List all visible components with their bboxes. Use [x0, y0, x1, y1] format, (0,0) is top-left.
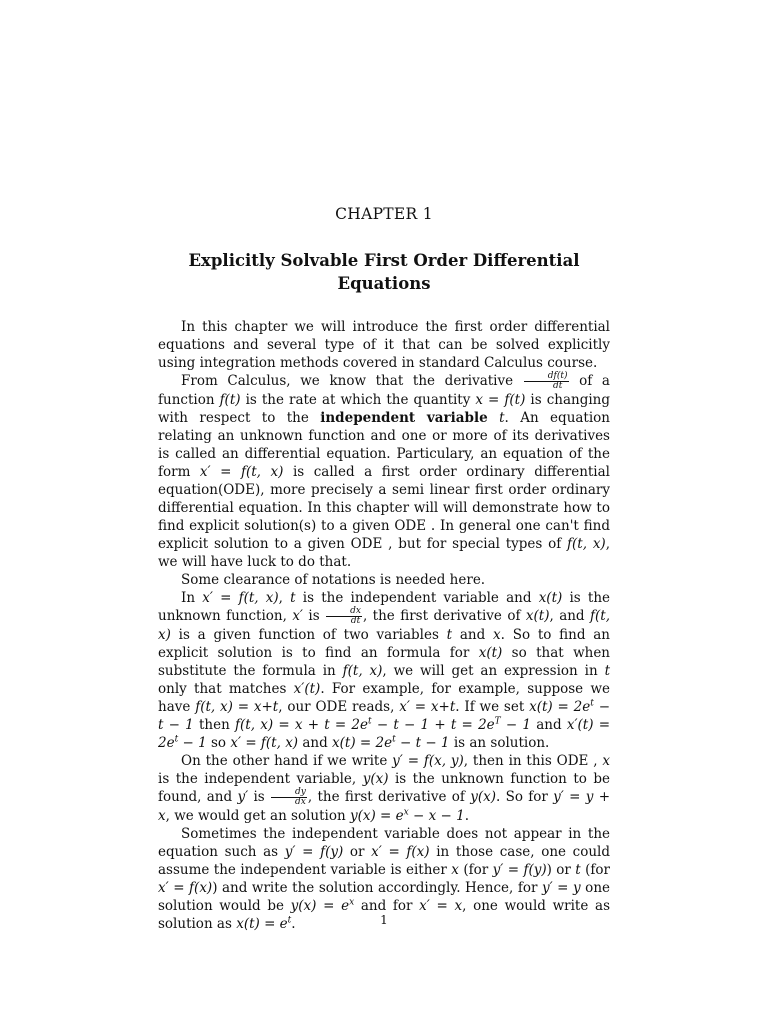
- text-run: in those case, one could assume the independent variable is either: [158, 844, 610, 878]
- text-run: In: [181, 590, 203, 606]
- math-inline: f(t): [219, 392, 241, 408]
- text-run: or: [343, 844, 372, 860]
- text-run: is a given function of two variables: [170, 627, 447, 643]
- text-run: ,: [278, 590, 291, 606]
- math-inline: y′ = y + x: [158, 789, 610, 824]
- math-inline: x′(t): [293, 681, 321, 697]
- math-inline: x: [602, 753, 610, 769]
- text-run: , the first derivative of: [307, 789, 471, 805]
- text-run: only that matches: [158, 681, 294, 697]
- text-run: is the independent variable and: [295, 590, 539, 606]
- fraction-numerator: dy: [271, 788, 307, 798]
- paragraph-example-xt: [158, 589, 610, 752]
- text-run: . An equation relating an unknown function and one or more of its derivatives is called an differential equation. Particulary, an equation of the form: [158, 410, 610, 480]
- math-inline: x′ = f(t, x): [202, 590, 279, 606]
- math-inline: y(x): [362, 771, 389, 787]
- math-inline: t: [604, 663, 610, 679]
- text-run: , our ODE reads,: [278, 699, 400, 715]
- math-inline: y′ = f(x, y): [392, 753, 464, 769]
- math-inline: f(t, x) = x+t: [195, 699, 279, 715]
- text-run: is the unknown function,: [158, 590, 611, 624]
- paragraph-derivative: [158, 372, 610, 571]
- text-run: so that when substitute the formula in: [158, 645, 611, 679]
- math-inline: [235, 717, 531, 733]
- text-run: is the rate at which the quantity: [240, 392, 476, 408]
- math-inline: [332, 735, 449, 751]
- text-run: Sometimes the independent variable does not appear in the equation such as: [158, 826, 610, 860]
- math-exponent: t: [368, 716, 372, 727]
- text-run: .: [291, 916, 296, 932]
- text-run: and for: [354, 898, 420, 914]
- math-inline: t: [446, 627, 453, 643]
- text-run: (for: [458, 862, 493, 878]
- math-part: x(t) = e: [236, 916, 288, 932]
- text-run: , the first derivative of: [362, 608, 526, 624]
- math-inline: f(t, x): [342, 663, 383, 679]
- math-inline: x = f(t): [475, 392, 526, 408]
- math-exponent: x: [403, 807, 409, 818]
- text-run: of a function: [158, 373, 610, 408]
- text-run: ) or: [546, 862, 576, 878]
- text-run: , we would get an solution: [165, 808, 350, 824]
- paragraph-intro: In this chapter we will introduce the first order differential equations and several type of it that can be solved explicitly using integration methods covered in standard Calculus course.: [158, 319, 610, 371]
- text-run: .: [464, 808, 470, 824]
- math-inline: y′: [237, 789, 249, 805]
- math-exponent: t: [174, 734, 179, 745]
- text-run: . If we set: [455, 699, 530, 715]
- text-run: is an solution.: [449, 735, 550, 751]
- text-run: . For example, for example, suppose we have: [158, 681, 610, 715]
- text-run: . So for: [495, 789, 554, 805]
- text-run: is the independent variable,: [158, 771, 363, 787]
- fraction-dx-dt: [326, 607, 362, 626]
- math-part: − 1: [500, 717, 532, 733]
- text-run: , we will have luck to do that.: [158, 536, 610, 570]
- fraction-numerator: dx: [326, 607, 362, 617]
- fraction-numerator: df(t): [524, 372, 569, 382]
- paragraph-notation: Some clearance of notations is needed here.: [181, 572, 486, 588]
- math-inline: x′ = f(t, x): [199, 464, 284, 480]
- math-part: − t − 1: [158, 699, 611, 733]
- math-part: f(t, x) = x + t = 2e: [235, 717, 368, 733]
- math-inline: f(t, x): [567, 536, 606, 552]
- math-inline: [350, 808, 465, 824]
- math-inline: x′ = f(x): [158, 880, 213, 896]
- math-inline: y(x): [470, 789, 496, 805]
- fraction-denominator: dt: [552, 381, 563, 391]
- text-run: , we will get an expression in: [382, 663, 605, 679]
- math-inline: f(t, x): [158, 608, 610, 643]
- math-exponent: T: [494, 716, 501, 727]
- chapter-label: CHAPTER 1: [335, 205, 433, 223]
- text-run: is called a first order ordinary differential equation(ODE), more precisely a semi linear first order ordinary differential equation. In this chapter will will demonstrate how to find explicit solution(s) to a given ODE . In general one can't find explicit solution to a given ODE , but for special types of: [158, 464, 610, 552]
- text-run: (for: [580, 862, 610, 878]
- text-run: then: [193, 717, 236, 733]
- text-run: On the other hand if we write: [181, 753, 393, 769]
- text-run: . So to find an explicit solution is to find an formula for: [158, 627, 611, 661]
- text-run: and: [298, 735, 333, 751]
- text-run: is: [248, 789, 271, 805]
- math-inline: x′ = x: [419, 898, 463, 914]
- math-inline: x′ = f(x): [371, 844, 430, 860]
- paragraph-example-yx: [158, 752, 610, 825]
- math-exponent: x: [349, 897, 355, 908]
- fraction-denominator: dx: [295, 797, 306, 807]
- math-inline: t: [290, 590, 296, 606]
- math-exponent: t: [287, 915, 292, 926]
- bold-term: independent variable: [320, 410, 488, 426]
- math-inline: x′: [292, 608, 303, 624]
- page-number: 1: [380, 913, 388, 927]
- math-part: − t − 1: [395, 735, 450, 751]
- text-run: , and: [549, 608, 591, 624]
- math-inline: x: [493, 627, 501, 643]
- text-run: is changing with respect to the: [158, 392, 610, 426]
- math-inline: x(t): [538, 590, 563, 606]
- text-run: From Calculus, we know that the derivative: [181, 373, 523, 389]
- math-exponent: t: [392, 734, 396, 745]
- math-part: − x − 1: [408, 808, 465, 824]
- math-inline: x′ = f(t, x): [230, 735, 299, 751]
- chapter-body: [158, 318, 610, 933]
- math-inline: x(t): [478, 645, 503, 661]
- text-run: is the unknown function to be found, and: [158, 771, 610, 805]
- math-inline: t: [499, 410, 505, 426]
- math-inline: [291, 898, 355, 914]
- math-inline: y′ = y: [541, 880, 581, 896]
- text-run: so: [206, 735, 231, 751]
- text-run: and: [452, 627, 494, 643]
- math-inline: x′ = x+t: [399, 699, 456, 715]
- math-part: x′(t) = 2e: [158, 717, 611, 751]
- math-inline: x: [451, 862, 459, 878]
- text-run: , then in this ODE ,: [463, 753, 603, 769]
- fraction-denominator: dt: [350, 616, 361, 626]
- math-part: y(x) = e: [290, 898, 350, 914]
- text-run: one solution would be: [158, 880, 610, 914]
- math-part: x(t) = 2e: [332, 735, 393, 751]
- math-inline: t: [575, 862, 581, 878]
- text-run: is: [303, 608, 326, 624]
- math-part: − t − 1 + t = 2e: [371, 717, 495, 733]
- math-exponent: t: [590, 698, 594, 709]
- fraction-dft-dt: [524, 372, 569, 391]
- text-run: [488, 410, 499, 426]
- text-run: , one would write as solution as: [158, 898, 610, 932]
- math-inline: y′ = f(y): [284, 844, 344, 860]
- fraction-dy-dx: [271, 788, 307, 807]
- math-inline: x(t): [525, 608, 550, 624]
- math-inline: y′ = f(y): [492, 862, 547, 878]
- text-run: and: [531, 717, 567, 733]
- math-part: − 1: [178, 735, 207, 751]
- math-part: y(x) = e: [349, 808, 404, 824]
- text-run: ) and write the solution accordingly. Hence, for: [212, 880, 542, 896]
- chapter-title: Explicitly Solvable First Order Differential Equations: [188, 251, 580, 293]
- math-part: x(t) = 2e: [529, 699, 591, 715]
